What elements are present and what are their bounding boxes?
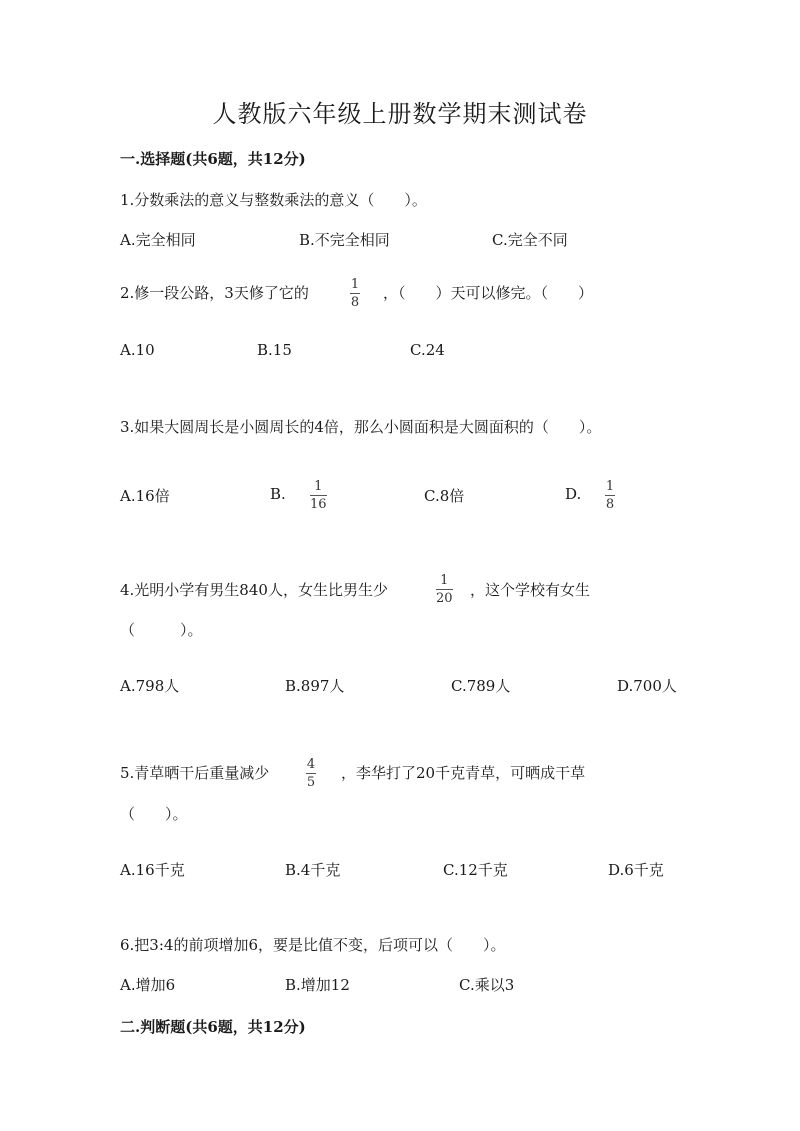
- question-5-option-a: A.16千克: [120, 861, 185, 879]
- question-4-option-d: D.700人: [617, 677, 677, 695]
- fraction-denominator: 8: [605, 497, 615, 512]
- fraction-bar: [436, 589, 453, 590]
- question-4-option-c: C.789人: [451, 677, 511, 695]
- question-4-option-b: B.897人: [285, 677, 345, 695]
- question-6-option-b: B.增加12: [285, 976, 350, 994]
- question-1-option-c: C.完全不同: [492, 231, 568, 249]
- question-4-stem-start: 4.光明小学有男生840人，女生比男生少: [120, 581, 388, 599]
- question-5-option-b: B.4千克: [285, 861, 341, 879]
- question-2-option-a: A.10: [120, 341, 155, 359]
- fraction-denominator: 5: [306, 775, 316, 790]
- question-2-fraction: [350, 277, 360, 310]
- question-4-stem-end: ，这个学校有女生: [470, 581, 591, 599]
- question-3-option-a: A.16倍: [120, 487, 170, 505]
- question-6-stem: 6.把3:4的前项增加6，要是比值不变，后项可以（ ）。: [120, 936, 506, 954]
- question-5-stem-end: ，李华打了20千克青草，可晒成干草: [341, 764, 586, 782]
- fraction-denominator: 20: [436, 591, 453, 606]
- fraction-numerator: 1: [605, 479, 615, 494]
- question-3-option-c: C.8倍: [424, 487, 465, 505]
- question-1-option-b: B.不完全相同: [299, 231, 390, 249]
- question-3-option-b: B.: [270, 485, 286, 503]
- fraction-bar: [306, 773, 316, 774]
- fraction-denominator: 16: [310, 497, 327, 512]
- fraction-bar: [350, 293, 360, 294]
- question-3-stem: 3.如果大圆周长是小圆周长的4倍，那么小圆面积是大圆面积的（ ）。: [120, 418, 602, 436]
- question-6-option-c: C.乘以3: [459, 976, 515, 994]
- question-5-stem-start: 5.青草晒干后重量减少: [120, 764, 270, 782]
- question-6-option-a: A.增加6: [120, 976, 176, 994]
- question-2-stem-end: ，（ ）天可以修完。（ ）: [383, 284, 594, 302]
- question-4-stem-line2: （ ）。: [120, 621, 203, 639]
- question-5-option-d: D.6千克: [608, 861, 664, 879]
- question-1-stem: 1.分数乘法的意义与整数乘法的意义（ ）。: [120, 191, 427, 209]
- question-4-option-a: A.798人: [120, 677, 180, 695]
- fraction-numerator: 1: [314, 479, 323, 494]
- section-heading-choice: 一.选择题(共6题，共12分): [120, 150, 306, 168]
- fraction-bar: [605, 495, 615, 496]
- question-3-option-d-fraction: [605, 479, 615, 512]
- question-2-option-c: C.24: [410, 341, 445, 359]
- page-title: 人教版六年级上册数学期末测试卷: [212, 100, 588, 128]
- fraction-numerator: 1: [350, 277, 360, 292]
- section-heading-judgment: 二.判断题(共6题，共12分): [120, 1018, 306, 1036]
- question-3-option-b-fraction: [310, 479, 327, 512]
- fraction-denominator: 8: [350, 295, 360, 310]
- question-2-option-b: B.15: [257, 341, 292, 359]
- question-5-option-c: C.12千克: [443, 861, 508, 879]
- question-5-stem-line2: （ ）。: [120, 805, 188, 823]
- question-2-stem-start: 2.修一段公路，3天修了它的: [120, 284, 309, 302]
- question-1-option-a: A.完全相同: [120, 231, 196, 249]
- question-4-fraction: [436, 573, 453, 606]
- question-3-option-d: D.: [565, 485, 582, 503]
- fraction-numerator: 1: [440, 573, 449, 588]
- fraction-bar: [310, 495, 327, 496]
- question-5-fraction: [306, 757, 316, 790]
- fraction-numerator: 4: [306, 757, 316, 772]
